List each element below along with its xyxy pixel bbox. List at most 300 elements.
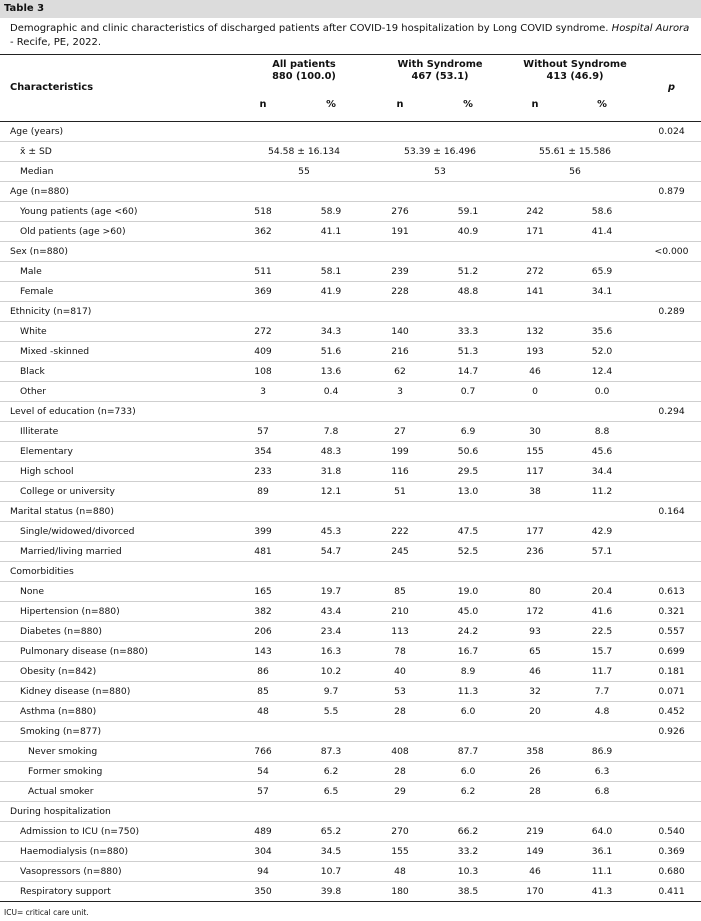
row-label: Hipertension (n=880) (0, 602, 236, 622)
cell-without-n: 242 (508, 202, 562, 222)
table-row (0, 722, 701, 742)
table-label: Table 3 (0, 0, 701, 18)
p-value: 0.557 (642, 622, 701, 642)
empty-cell (372, 562, 428, 582)
cell-without-pct: 11.1 (562, 862, 642, 882)
table-row (0, 522, 701, 542)
cell-all-n: 86 (236, 662, 290, 682)
row-label: During hospitalization (0, 802, 236, 822)
cell-without-n: 193 (508, 342, 562, 362)
table-body (0, 122, 701, 902)
p-value (642, 322, 701, 342)
p-value: 0.294 (642, 402, 701, 422)
cell-with-pct: 19.0 (428, 582, 508, 602)
cell-with-n: 140 (372, 322, 428, 342)
cell-with-pct: 16.7 (428, 642, 508, 662)
table-row (0, 282, 701, 302)
p-value: 0.071 (642, 682, 701, 702)
p-value (642, 542, 701, 562)
cell-all-pct: 34.5 (290, 842, 372, 862)
section-row (0, 122, 701, 142)
cell-without-n: 93 (508, 622, 562, 642)
cell-all-pct: 23.4 (290, 622, 372, 642)
row-label: Single/widowed/divorced (0, 522, 236, 542)
cell-all-n: 272 (236, 322, 290, 342)
p-value (642, 142, 701, 162)
cell-with-n: 116 (372, 462, 428, 482)
cell-with-pct: 6.9 (428, 422, 508, 442)
cell-with-pct: 0.7 (428, 382, 508, 402)
cell-without-pct: 41.6 (562, 602, 642, 622)
cell-all-n: 369 (236, 282, 290, 302)
cell-without-pct: 52.0 (562, 342, 642, 362)
n-header: n (508, 87, 562, 122)
p-value (642, 362, 701, 382)
section-row (0, 302, 701, 322)
cell-all-pct: 41.1 (290, 222, 372, 242)
empty-cell (236, 802, 290, 822)
footnote: ICU= critical care unit. (4, 908, 89, 917)
empty-cell (428, 302, 508, 322)
section-row (0, 802, 701, 822)
p-value: 0.321 (642, 602, 701, 622)
p-value (642, 562, 701, 582)
cell-without-n: 171 (508, 222, 562, 242)
cell-with-n: 62 (372, 362, 428, 382)
cell-all-n (236, 722, 290, 742)
cell-all-pct: 12.1 (290, 482, 372, 502)
cell-all-n: 233 (236, 462, 290, 482)
row-label: College or university (0, 482, 236, 502)
cell-with-n: 51 (372, 482, 428, 502)
cell-with-pct: 6.0 (428, 702, 508, 722)
cell-with-n: 222 (372, 522, 428, 542)
cell-with-pct: 51.3 (428, 342, 508, 362)
cell-with-pct (428, 722, 508, 742)
section-row (0, 402, 701, 422)
cell-without-n: 46 (508, 662, 562, 682)
row-label: Married/living married (0, 542, 236, 562)
cell-with-pct: 50.6 (428, 442, 508, 462)
cell-without-n: 20 (508, 702, 562, 722)
cell-all-n: 481 (236, 542, 290, 562)
cell-all-n: 350 (236, 882, 290, 902)
cell-all-n: 3 (236, 382, 290, 402)
empty-cell (562, 302, 642, 322)
empty-cell (428, 402, 508, 422)
cell-all-n: 489 (236, 822, 290, 842)
table-row (0, 642, 701, 662)
cell-all-pct: 19.7 (290, 582, 372, 602)
cell-without-pct: 42.9 (562, 522, 642, 542)
row-label: Marital status (n=880) (0, 502, 236, 522)
cell-without-pct: 35.6 (562, 322, 642, 342)
cell-all-pct: 5.5 (290, 702, 372, 722)
empty-cell (290, 502, 372, 522)
cell-with-n: 27 (372, 422, 428, 442)
cell-all-n: 304 (236, 842, 290, 862)
row-label: Smoking (n=877) (0, 722, 236, 742)
cell-all-pct: 87.3 (290, 742, 372, 762)
empty-cell (428, 502, 508, 522)
cell-without-pct: 65.9 (562, 262, 642, 282)
table-row (0, 382, 701, 402)
table-row (0, 622, 701, 642)
row-label: Age (years) (0, 122, 236, 142)
table-row (0, 882, 701, 902)
row-label: Actual smoker (0, 782, 236, 802)
p-value (642, 522, 701, 542)
cell-all-pct: 45.3 (290, 522, 372, 542)
row-label: High school (0, 462, 236, 482)
cell-without-n: 38 (508, 482, 562, 502)
cell-all-pct: 13.6 (290, 362, 372, 382)
cell-with-pct: 24.2 (428, 622, 508, 642)
row-label: Female (0, 282, 236, 302)
table-row (0, 262, 701, 282)
cell-all-n: 54 (236, 762, 290, 782)
p-value: 0.369 (642, 842, 701, 862)
p-value: 0.699 (642, 642, 701, 662)
table-row (0, 662, 701, 682)
empty-cell (428, 802, 508, 822)
table-row (0, 682, 701, 702)
row-label: x̄ ± SD (0, 142, 236, 162)
cell-with-pct: 10.3 (428, 862, 508, 882)
cell-without-n: 65 (508, 642, 562, 662)
row-label: Sex (n=880) (0, 242, 236, 262)
empty-cell (236, 242, 290, 262)
table-row (0, 322, 701, 342)
table-row (0, 362, 701, 382)
cell-without-pct: 34.1 (562, 282, 642, 302)
cell-with-n: 113 (372, 622, 428, 642)
table-row (0, 582, 701, 602)
cell-all-pct: 58.1 (290, 262, 372, 282)
cell-all-pct: 58.9 (290, 202, 372, 222)
p-value (642, 202, 701, 222)
row-label: Haemodialysis (n=880) (0, 842, 236, 862)
cell-with-n: 48 (372, 862, 428, 882)
merged-value-without: 56 (508, 162, 642, 182)
cell-without-n: 117 (508, 462, 562, 482)
cell-with-pct: 8.9 (428, 662, 508, 682)
section-row (0, 502, 701, 522)
cell-all-n: 511 (236, 262, 290, 282)
group-name: With Syndrome (397, 59, 483, 70)
cell-without-pct (562, 722, 642, 742)
cell-with-pct: 52.5 (428, 542, 508, 562)
header-row-groups (0, 55, 701, 88)
p-value (642, 462, 701, 482)
cell-without-pct: 20.4 (562, 582, 642, 602)
pct-header: % (290, 87, 372, 122)
table-row (0, 142, 701, 162)
cell-without-n: 46 (508, 362, 562, 382)
merged-value-all: 55 (236, 162, 372, 182)
cell-without-pct: 34.4 (562, 462, 642, 482)
p-value: 0.540 (642, 822, 701, 842)
cell-without-pct: 0.0 (562, 382, 642, 402)
empty-cell (562, 502, 642, 522)
empty-cell (372, 242, 428, 262)
cell-all-pct: 41.9 (290, 282, 372, 302)
cell-all-n: 382 (236, 602, 290, 622)
cell-without-n: 46 (508, 862, 562, 882)
row-label: Male (0, 262, 236, 282)
table-row (0, 462, 701, 482)
cell-with-n: 180 (372, 882, 428, 902)
cell-with-pct: 87.7 (428, 742, 508, 762)
table-caption (10, 22, 690, 50)
empty-cell (428, 182, 508, 202)
row-label: Other (0, 382, 236, 402)
cell-without-pct: 36.1 (562, 842, 642, 862)
cell-with-pct: 47.5 (428, 522, 508, 542)
empty-cell (562, 402, 642, 422)
row-label: Elementary (0, 442, 236, 462)
merged-value-all: 54.58 ± 16.134 (236, 142, 372, 162)
cell-all-pct: 54.7 (290, 542, 372, 562)
empty-cell (508, 302, 562, 322)
cell-without-n: 149 (508, 842, 562, 862)
empty-cell (428, 562, 508, 582)
empty-cell (508, 802, 562, 822)
empty-cell (372, 802, 428, 822)
table-row (0, 442, 701, 462)
empty-cell (290, 302, 372, 322)
table-row (0, 542, 701, 562)
table-row (0, 222, 701, 242)
cell-without-pct: 11.7 (562, 662, 642, 682)
cell-without-pct: 6.8 (562, 782, 642, 802)
empty-cell (290, 182, 372, 202)
cell-with-n: 3 (372, 382, 428, 402)
cell-all-pct: 9.7 (290, 682, 372, 702)
empty-cell (508, 562, 562, 582)
row-label: Illiterate (0, 422, 236, 442)
row-label: Vasopressors (n=880) (0, 862, 236, 882)
group-count: 413 (46.9) (546, 71, 604, 82)
p-value (642, 342, 701, 362)
empty-cell (290, 402, 372, 422)
table-row (0, 702, 701, 722)
cell-all-pct: 6.5 (290, 782, 372, 802)
p-value (642, 422, 701, 442)
cell-all-pct: 7.8 (290, 422, 372, 442)
cell-with-pct: 48.8 (428, 282, 508, 302)
row-label: Former smoking (0, 762, 236, 782)
cell-all-n: 409 (236, 342, 290, 362)
row-label: Median (0, 162, 236, 182)
row-label: Respiratory support (0, 882, 236, 902)
cell-without-pct: 41.4 (562, 222, 642, 242)
cell-without-pct: 12.4 (562, 362, 642, 382)
empty-cell (508, 502, 562, 522)
cell-with-pct: 6.0 (428, 762, 508, 782)
cell-with-n: 408 (372, 742, 428, 762)
table-row (0, 862, 701, 882)
cell-all-pct: 65.2 (290, 822, 372, 842)
cell-all-n: 165 (236, 582, 290, 602)
cell-without-n: 170 (508, 882, 562, 902)
group-header-with (372, 55, 508, 88)
group-count: 880 (100.0) (272, 71, 336, 82)
cell-all-n: 354 (236, 442, 290, 462)
n-header: n (236, 87, 290, 122)
cell-with-n: 53 (372, 682, 428, 702)
cell-all-n: 518 (236, 202, 290, 222)
table-row (0, 602, 701, 622)
cell-without-pct: 4.8 (562, 702, 642, 722)
cell-without-n: 358 (508, 742, 562, 762)
cell-without-n: 80 (508, 582, 562, 602)
caption-place: Hospital Aurora (611, 23, 690, 34)
cell-with-pct: 45.0 (428, 602, 508, 622)
p-value (642, 802, 701, 822)
row-label: Ethnicity (n=817) (0, 302, 236, 322)
empty-cell (562, 802, 642, 822)
empty-cell (562, 122, 642, 142)
cell-without-pct: 58.6 (562, 202, 642, 222)
empty-cell (562, 562, 642, 582)
cell-all-pct: 43.4 (290, 602, 372, 622)
cell-without-pct: 57.1 (562, 542, 642, 562)
cell-with-pct: 33.3 (428, 322, 508, 342)
empty-cell (372, 122, 428, 142)
table-row (0, 762, 701, 782)
merged-value-with: 53.39 ± 16.496 (372, 142, 508, 162)
cell-all-pct: 51.6 (290, 342, 372, 362)
p-value (642, 782, 701, 802)
cell-all-pct: 10.7 (290, 862, 372, 882)
caption-rest: - Recife, PE, 2022. (10, 37, 102, 48)
empty-cell (508, 402, 562, 422)
table-row (0, 842, 701, 862)
cell-all-n: 399 (236, 522, 290, 542)
cell-with-n: 228 (372, 282, 428, 302)
cell-all-n: 57 (236, 782, 290, 802)
p-value (642, 262, 701, 282)
row-label: White (0, 322, 236, 342)
table-row (0, 342, 701, 362)
table-row (0, 482, 701, 502)
cell-all-pct: 31.8 (290, 462, 372, 482)
cell-all-pct: 0.4 (290, 382, 372, 402)
row-label: Kidney disease (n=880) (0, 682, 236, 702)
cell-without-n: 132 (508, 322, 562, 342)
cell-without-pct: 22.5 (562, 622, 642, 642)
p-value (642, 162, 701, 182)
cell-all-pct: 34.3 (290, 322, 372, 342)
table-row (0, 742, 701, 762)
row-label: Level of education (n=733) (0, 402, 236, 422)
cell-all-n: 57 (236, 422, 290, 442)
cell-all-n: 48 (236, 702, 290, 722)
empty-cell (372, 302, 428, 322)
table-row (0, 782, 701, 802)
n-header: n (372, 87, 428, 122)
empty-cell (428, 122, 508, 142)
p-value: 0.181 (642, 662, 701, 682)
row-label: Asthma (n=880) (0, 702, 236, 722)
table-row (0, 202, 701, 222)
cell-without-pct: 64.0 (562, 822, 642, 842)
p-value: <0.000 (642, 242, 701, 262)
empty-cell (236, 122, 290, 142)
empty-cell (508, 182, 562, 202)
empty-cell (290, 122, 372, 142)
cell-without-n: 172 (508, 602, 562, 622)
cell-all-n: 89 (236, 482, 290, 502)
p-header: p (642, 55, 701, 122)
table-row (0, 422, 701, 442)
cell-all-n: 143 (236, 642, 290, 662)
row-label: Black (0, 362, 236, 382)
p-value (642, 282, 701, 302)
pct-header: % (428, 87, 508, 122)
cell-with-pct: 11.3 (428, 682, 508, 702)
group-name: All patients (272, 59, 336, 70)
cell-with-pct: 51.2 (428, 262, 508, 282)
p-value: 0.452 (642, 702, 701, 722)
cell-with-n: 85 (372, 582, 428, 602)
row-label: Never smoking (0, 742, 236, 762)
cell-without-pct: 15.7 (562, 642, 642, 662)
row-label: Young patients (age <60) (0, 202, 236, 222)
empty-cell (236, 182, 290, 202)
cell-with-pct: 33.2 (428, 842, 508, 862)
cell-with-n: 210 (372, 602, 428, 622)
empty-cell (508, 242, 562, 262)
cell-without-n: 28 (508, 782, 562, 802)
characteristics-header: Characteristics (0, 55, 236, 122)
cell-without-n: 272 (508, 262, 562, 282)
row-label: Diabetes (n=880) (0, 622, 236, 642)
cell-without-pct: 7.7 (562, 682, 642, 702)
cell-without-n: 155 (508, 442, 562, 462)
cell-without-n: 141 (508, 282, 562, 302)
cell-all-n: 766 (236, 742, 290, 762)
empty-cell (290, 242, 372, 262)
group-count: 467 (53.1) (411, 71, 469, 82)
cell-with-pct: 59.1 (428, 202, 508, 222)
p-value (642, 482, 701, 502)
row-label: Old patients (age >60) (0, 222, 236, 242)
cell-with-n: 216 (372, 342, 428, 362)
cell-with-n: 29 (372, 782, 428, 802)
cell-with-pct: 40.9 (428, 222, 508, 242)
cell-without-n: 32 (508, 682, 562, 702)
group-header-all (236, 55, 372, 88)
row-label: Admission to ICU (n=750) (0, 822, 236, 842)
empty-cell (372, 502, 428, 522)
cell-with-n: 155 (372, 842, 428, 862)
empty-cell (236, 402, 290, 422)
cell-with-pct: 66.2 (428, 822, 508, 842)
p-value (642, 222, 701, 242)
cell-with-n: 28 (372, 762, 428, 782)
cell-with-n: 239 (372, 262, 428, 282)
empty-cell (428, 242, 508, 262)
cell-with-pct: 13.0 (428, 482, 508, 502)
p-value: 0.926 (642, 722, 701, 742)
cell-all-n: 206 (236, 622, 290, 642)
cell-without-n: 26 (508, 762, 562, 782)
cell-with-n: 199 (372, 442, 428, 462)
cell-without-n: 177 (508, 522, 562, 542)
p-value: 0.289 (642, 302, 701, 322)
